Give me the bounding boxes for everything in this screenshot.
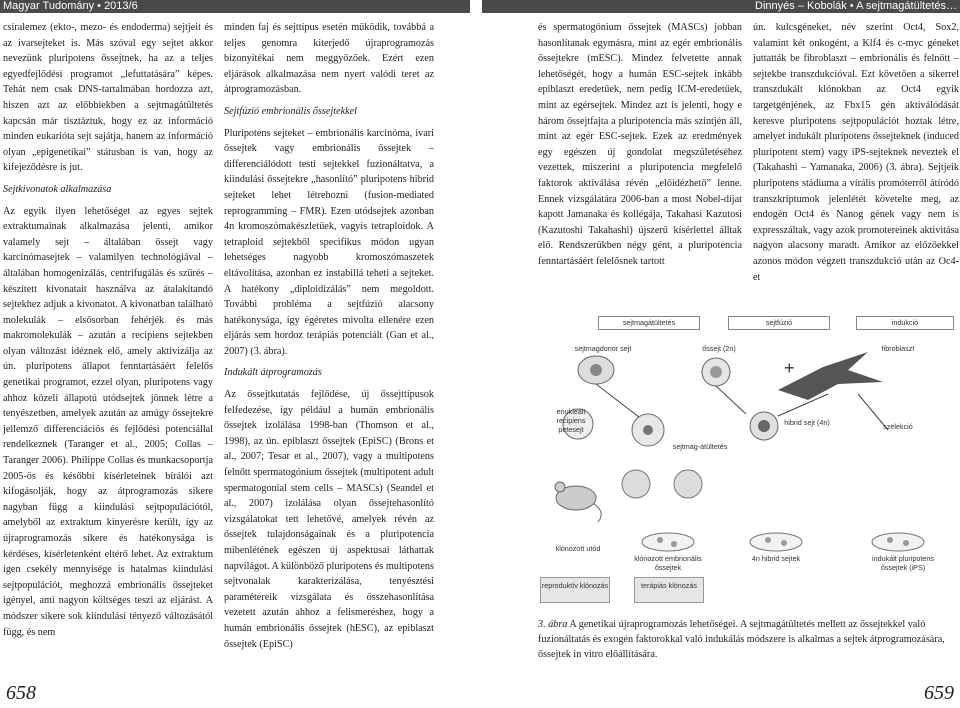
section-heading: Sejtfúzió embrionális őssejtekkel [224, 105, 357, 117]
label-hybrid-cell: hibrid sejt (4n) [784, 418, 830, 427]
donor-nucleus-icon [590, 364, 602, 376]
label-nuclear-transfer: sejtmag-átültetés [672, 442, 728, 451]
column-2 [224, 20, 434, 652]
arrow [716, 386, 746, 414]
page-number-left: 658 [6, 682, 36, 704]
label-fibroblast: fibroblaszt [881, 344, 915, 353]
figure-caption [538, 618, 958, 662]
petri-dish-icon [872, 533, 924, 551]
caption-text: A genetikai újraprogramozás lehetőségei. A sejtmagátültetés mellett az őssejtekkel való fuzionáltatás és exogén faktorokkal való indukálás módszere is alkalmas a sejtek átprogramozására, őssejtek in vitro előállítására. [538, 619, 945, 660]
label-recipient-egg: enukleált recipiens petesejt [556, 407, 586, 434]
petri-dish-icon [750, 533, 802, 551]
figure-reprogramming [538, 312, 958, 615]
label-cloned-offspring: klónozott utód [555, 544, 601, 553]
box-reproductive-cloning: reproduktív klónozás [540, 577, 610, 603]
page-number-right: 659 [924, 682, 954, 704]
running-header-right: Dinnyés – Kobolák • A sejtmagátültetés… [482, 0, 960, 13]
label-donor-cell: sejtmagdonor sejt [574, 344, 632, 353]
label-hybrid-cells: 4n hibrid sejtek [751, 554, 801, 563]
paragraph: és spermatogónium őssejtek (MASCs) jobban hasonlítanak egymásra, mint az egér embrionális őssejtekre (mESC). Mindez felvetette annak lehetőségét, hogy a humán ESC-sejtek inkább epiblaszt eredetűek, nem pedig ICM-eredetűek, mint az egérsejtek. Mindez azt is jelenti, hogy e három őssejtfajta a pluripotencia más szintjén áll, mint az egér ESC-sejtek. Ezek az eredmények egy egészen új gondolat megszületéséhez vezettek, miszerint a pluripotencia megfelelő faktorok aktiválása révén „előidézhető” lenne. Ennek vizsgálatára 2006-ban a most Nobel-díjat kapott Jamanaka és kollégája, Takahasi Kazutosi (Kazutoshi Takahashi) újszerű kísérlettel álltak elő. Rendszerükben négy gént, a pluripotencia fenntartásáért felelősnek tartott [538, 22, 742, 267]
paragraph: csíralemez (ekto-, mezo- és endoderma) sejtjeit és az ivarsejteket is. Más szóval egy sejtet akkor nevezünk pluripotens őssejtnek, ha az a teljes egyedfejlődési programot „lefuttatására” képes. Tehát nem csak DNS-tartalmában hordozza azt, hiszen azt az előbbiekben a sejtmagátültetés kapcsán már tisztáztuk, hogy ez az információ minden eukarióta sejt sajátja, hanem az információ olyan „epigenetikai” státusban is van, hogy az kifejeződésre is jut. [3, 22, 213, 174]
paragraph: Az egyik ilyen lehetőséget az egyes sejtek extraktumainak alkalmazása jelenti, amikor valamely sejt – általában őssejt vagy karcinómasejtek – valamilyen technológiával – általában homogenizálás, centrifugálás és szűrés – készített kivonatait használva az átalakítandó sejtekhez adjuk a kivonatot. A kivonatban található molekulák – elsősorban fehérjék és más makromolekulák – azután a recipiens sejtekben olyan változást idéznek elő, amely aktivizálja az ún. pluripotens állapot fenntartásáért felelős genetikai programot, ezzel olyan, pluripotens vagy ahhoz közeli állapotú utódsejtek jönnek létre a tenyészetben, amelyek azután az amúgy őssejtekre jellemző differenciációs és fejlődési potenciállal rendelkeznek (Taranger et al., 2005; Collas – Taranger 2006). Philippe Collas és munkacsoportja 2005-ös és későbbi kísérleteinek bírálói azt kifogásolják, hogy az átprogramozás sikere nagyban függ a kiindulási sejtpopulációtól, amelyből az extraktum kinyerésre került, így az újraprogramozás sikere és hatékonysága is kérdéses, kísérletenként eltérő lehet. Az extraktum igen csekély mennyisége is hatalmas kiindulási sejtpopulációt, meghozzá embrionális őssejteket igényel, ami nagyon költséges teszi az eljárást. A módszer sikere sok kiindulási tényező változásától függ, és nem [3, 205, 213, 638]
paragraph: Pluripotens sejteket – embrionális karcinóma, ivari őssejtek vagy embrionális őssejtek – differenciálódott testi sejtekkel fuzionáltatva, a kiindulási őssejtekre „hasonlító” pluripotens hibrid sejteket lehet létrehozni (fusion-mediated reprogramming – FMR). Ezen utódsejtek azonban 4n kromoszómakészletűek, vagyis tetraploidok. A tetraploid sejtekből specifikus módon ugyan lehetséges nagyobb kromoszómaszetek eltávolítása, azonban ez instabillá teheti a sejteket. A hatékony „diploidizálás” nem megoldott. További probléma a sejtfúzió alacsony hatékonysága, így égéretes mivolta ellenére ezen eljárás sem hordoz terápiás potenciált (Gan et al., 2007) (3. ábra). [224, 127, 434, 357]
petri-dish-icon [642, 533, 694, 551]
column-1 [3, 20, 213, 640]
method-tab-nuclear-transfer: sejtmagátültetés [598, 316, 700, 330]
running-header-left: Magyar Tudomány • 2013/6 [0, 0, 470, 13]
column-4 [753, 20, 959, 285]
plus-sign: + [784, 358, 795, 378]
column-3 [538, 20, 742, 270]
caption-label: 3. ábra [538, 619, 568, 630]
blastocyst-icon [622, 470, 650, 498]
blastocyst-icon [674, 470, 702, 498]
box-therapeutic-cloning: terápiás klónozás [634, 577, 704, 603]
label-cloned-es-cells: klónozott embrionális őssejtek [634, 554, 702, 572]
section-heading: Indukált átprogramozás [224, 367, 322, 379]
method-tab-induction: indukció [856, 316, 954, 330]
label-ips-cells: indukált pluripotens őssejtek (iPS) [872, 554, 934, 572]
section-heading: Sejtkivonatok alkalmazása [3, 183, 112, 195]
paragraph: ún. kulcsgéneket, név szerint Oct4, Sox2, valamint két onkogént, a Klf4 és c-myc géneket juttatták be fibroblaszt – embrionális és felnőtt – sejtekbe transzdukcióval. Ezt követően a sikerrel transzdukált klónokban az Oct4 egyik targetgénjének, az Fbx15 gén aktiválódását keresve pluripotens sejtpopulációt hoztak létre, amelyet indukált pluripotens őssejteknek (induced pluripotent stem) vagy iPS-sejteknek neveztek el (Takahashi – Yamanaka, 2006) (3. ábra). Sejtjeik pluripotens stádiuma a vírális promóterről átíródó transzkriptumok jelenlétét követelte meg, az endogén Oct4 és Nanog gének vagy nem is expresszáltak, vagy azok promotereinek aktivitása nagyon alacsony maradt. Amikor az előzőekkel azonos módon végzett transzdukció után az Oc4-et [753, 22, 959, 283]
paragraph: minden faj és sejttípus esetén működik, továbbá a teljes genomra kiterjedő újraprogramozás bizonyítékai nem meggyőzőek. Ezért ezen eljárások alkalmazása nem nyert valódi teret az átprogramozásban. [224, 22, 434, 96]
label-selection: szelekció [883, 422, 913, 431]
label-stem-cell: őssejt (2n) [702, 344, 736, 353]
method-tab-cell-fusion: sejtfúzió [728, 316, 830, 330]
paragraph: Az őssejtkutatás fejlődése, új őssejttípusok felfedezése, így például a humán embrionális őssejtek izolálása 1998-ban (Thomson et al., 1998), az ún. epiblaszt őssejtek (EpiSC) (Brons et al., 2007; Tesar et al., 2007), vagy a multipotens felnőtt spermatogónium őssejtek (multipotent adult spermatogonial stem cells – MASCs) (Seandel et al., 2007) izolálása olyan őssejtehasonlító vizsgálatokat tett lehetővé, amelyek révén az őssejtek tulajdonságainak és a pluripotencia mibenlétének egészen új aspektusai láthattak napvilágot. A különböző pluripotens és multipotens sejtvonalak karakterizálása, tenyésztési paramétereik vizsgálata és összehasonlítása vezetett azután ahhoz a felismeréshez, hogy a humán embrionális őssejtek (hESC), az epiblaszt őssejtek (EpiSC) [224, 389, 434, 650]
